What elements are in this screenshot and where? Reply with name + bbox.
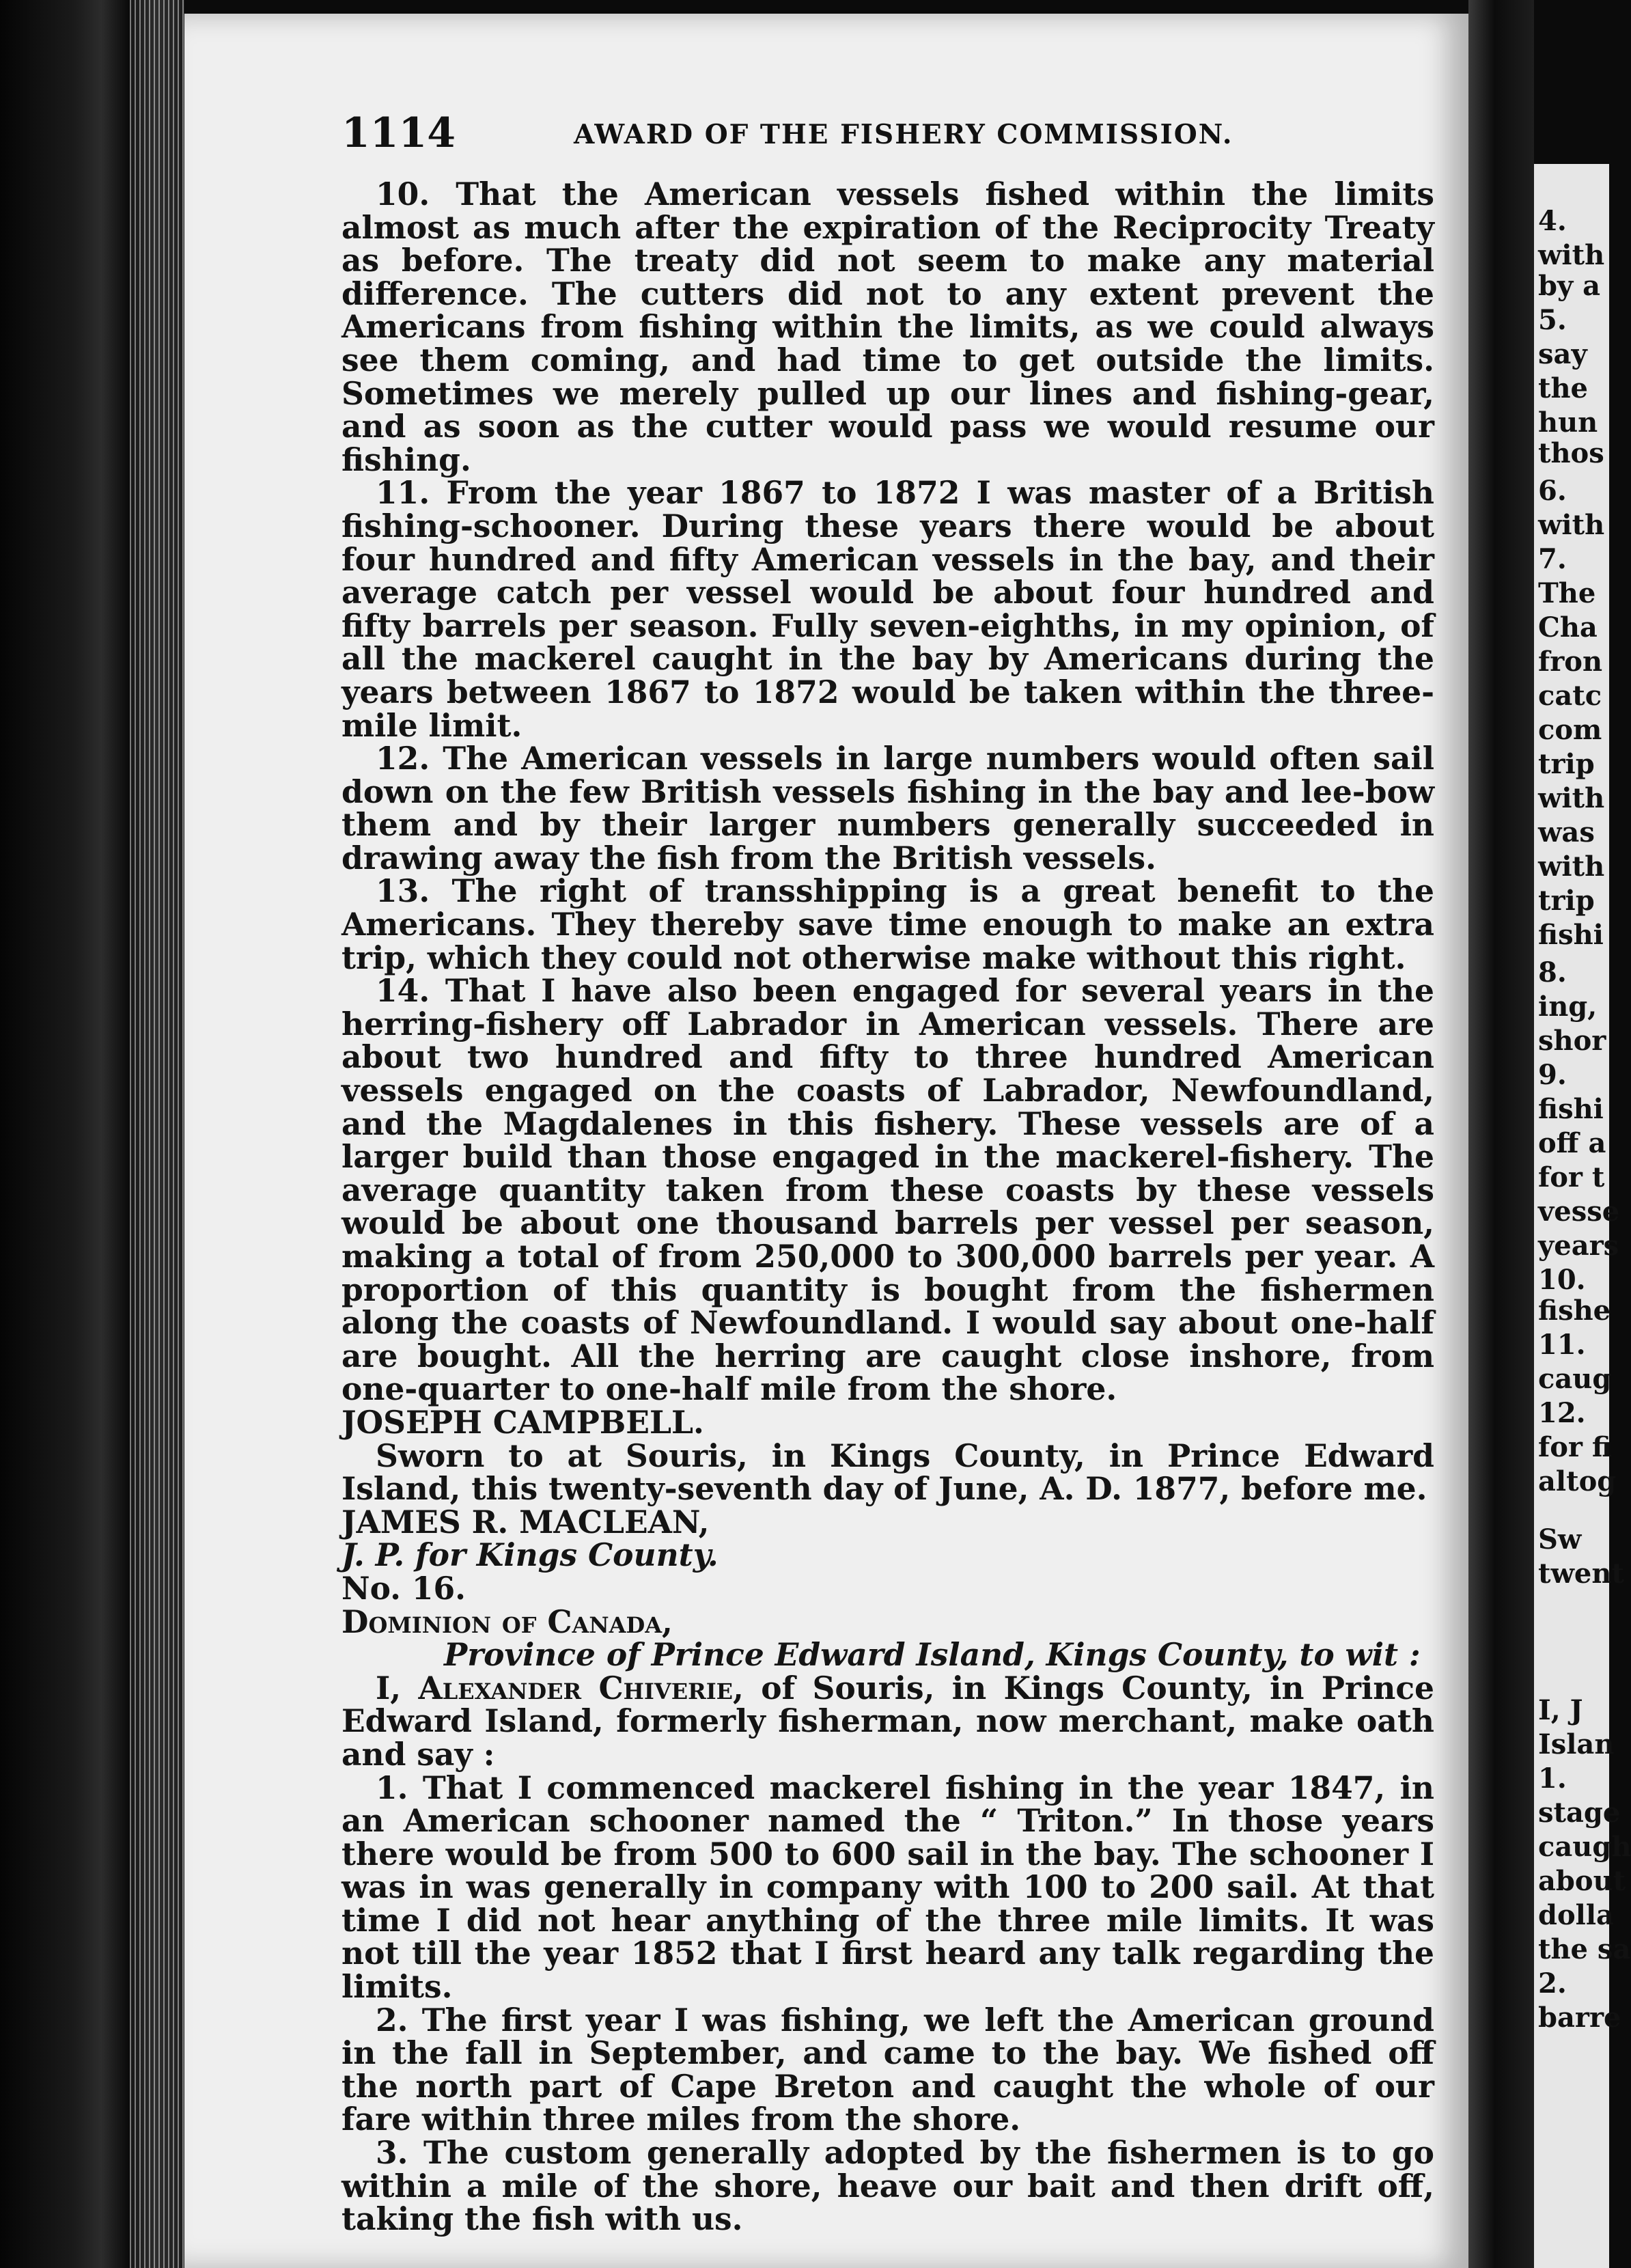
facing-page-fragment: 6. (1538, 475, 1567, 507)
facing-page-fragment: 5. (1538, 304, 1567, 336)
facing-page-fragment: twent (1538, 1558, 1624, 1590)
facing-page-fragment: fishi (1538, 1093, 1604, 1125)
facing-page-fragment: 11. (1538, 1329, 1586, 1361)
province-heading: Province of Prince Edward Island, Kings County, to wit : (444, 1636, 1421, 1674)
facing-page-fragment: Islan (1538, 1728, 1615, 1760)
facing-page-fragment: com (1538, 714, 1602, 746)
facing-page-fragment: 8. (1538, 956, 1567, 988)
facing-page-fragment: barre (1538, 2002, 1621, 2034)
affiant-statement (341, 1669, 1435, 1773)
facing-page-fragment: say (1538, 338, 1587, 370)
paragraph-2: 2. The first year I was fishing, we left the American ground in the fall in September, and came to the bay. We fished off the north part of Cape Breton and caught the whole of our fare within three miles from the shore. (341, 2001, 1434, 2138)
affiant-intro: I, (376, 1669, 402, 1706)
facing-page-fragment: fishe (1538, 1295, 1611, 1327)
facing-page-fragment: fishi (1538, 919, 1604, 951)
facing-page-fragment: about (1538, 1865, 1626, 1897)
justice-name: JAMES R. MACLEAN, (341, 1503, 710, 1540)
facing-page-fragment: years (1538, 1230, 1619, 1262)
facing-page-fragment: with (1538, 850, 1605, 883)
facing-page-fragment: Sw (1538, 1523, 1582, 1555)
paragraph-14: 14. That I have also been engaged for several years in the herring-fishery off Labrador in American vessels. There are about two hundred and fifty to three hundred American vessels engaged on the coasts of Labrador, Newfoundland, and the Magdalenes in this fishery. These vessels are of a larger build than those engaged in the mackerel-fishery. The average quantity taken from these coasts by these vessels would be about one thousand barrels per vessel per season, making a total of from 250,000 to 300,000 barrels per year. A proportion of this quantity is bought from the fishermen along the coasts of Newfoundland. I would say about one-half are bought. All the herring are caught close inshore, from one-quarter to one-half mile from the shore. (341, 972, 1434, 1408)
facing-page-fragment: for fi (1538, 1431, 1612, 1463)
facing-page-fragment: by a (1538, 270, 1601, 302)
facing-page-fragment: thos (1538, 437, 1604, 469)
facing-page-fragment: was (1538, 816, 1595, 848)
page-body (341, 178, 1434, 2236)
facing-page-fragment: The (1538, 577, 1596, 609)
facing-page-fragment: stage (1538, 1797, 1621, 1829)
facing-page-fragment: 1. (1538, 1762, 1567, 1795)
facing-page-fragment: 10. (1538, 1264, 1586, 1296)
facing-page-fragment: 12. (1538, 1397, 1586, 1429)
facing-page-fragment: with (1538, 782, 1605, 814)
affiant-name: Alexander Chiverie, (418, 1669, 744, 1706)
dominion-heading: Dominion of Canada, (341, 1603, 673, 1640)
facing-page-fragment: the sa (1538, 1933, 1631, 1965)
facing-page-fragment: altog (1538, 1465, 1617, 1497)
facing-page-fragment: shor (1538, 1025, 1606, 1057)
paragraph-11: 11. From the year 1867 to 1872 I was master of a British fishing-schooner. During these years there would be about four hundred and fifty American vessels in the bay, and their average catch per vessel would be about four hundred and fifty barrels per season. Fully seven-eighths, in my opinion, of all the mackerel caught in the bay by Americans during the years between 1867 to 1872 would be taken within the three-mile limit. (341, 474, 1434, 744)
facing-page-fragment: fron (1538, 646, 1603, 678)
paragraph-3: 3. The custom generally adopted by the fishermen is to go within a mile of the shore, heave our bait and then drift off, taking the fish with us. (341, 2134, 1434, 2238)
facing-page-fragment: 2. (1538, 1967, 1567, 2000)
sworn-statement: Sworn to at Souris, in Kings County, in Prince Edward Island, this twenty-seventh day of June, A. D. 1877, before me. (341, 1437, 1434, 1508)
facing-page-fragment: Cha (1538, 611, 1598, 644)
paragraph-12: 12. The American vessels in large numbers would often sail down on the few British vessels fishing in the bay and lee-bow them and by their larger numbers generally succeeded in drawing away the fish from the British vessels. (341, 740, 1434, 876)
facing-page-fragment: 7. (1538, 543, 1567, 575)
facing-page-fragment: I, J (1538, 1694, 1583, 1726)
facing-page-fragment: caugh (1538, 1831, 1631, 1863)
page-header (341, 109, 1257, 157)
paragraph-10: 10. That the American vessels fished within the limits almost as much after the expiration of the Reciprocity Treaty as before. The treaty did not seem to make any material difference. The cutters did not to any extent prevent the Americans from fishing within the limits, as we could always see them coming, and had time to get outside the limits. Sometimes we merely pulled up our lines and fishing-gear, and as soon as the cutter would pass we would resume our fishing. (341, 176, 1434, 478)
page-edges (130, 0, 184, 2268)
document-number: No. 16. (341, 1569, 466, 1607)
facing-page-fragment: caug (1538, 1363, 1612, 1395)
facing-page-fragment: trip (1538, 885, 1595, 917)
paragraph-13: 13. The right of transshipping is a great benefit to the Americans. They thereby save time enough to make an extra trip, which they could not otherwise make without this right. (341, 872, 1434, 976)
facing-page-fragment: 4. (1538, 205, 1567, 237)
justice-title: J. P. for Kings County. (341, 1536, 719, 1574)
paragraph-1: 1. That I commenced mackerel fishing in the year 1847, in an American schooner named the “ Triton.” In those years there would be from 500 to 600 sail in the bay. The schooner I was in was generally in company with 100 to 200 sail. At that time I did not hear anything of the three mile limits. It was not till the year 1852 that I first heard any talk regarding the limits. (341, 1769, 1434, 2006)
page-number: 1114 (341, 109, 456, 157)
facing-page-fragment: trip (1538, 748, 1595, 780)
facing-page-fragment: 9. (1538, 1059, 1567, 1091)
facing-page-fragment: dolla (1538, 1899, 1614, 1931)
facing-page-fragment: with (1538, 239, 1605, 271)
signature-joseph-campbell: JOSEPH CAMPBELL. (341, 1403, 704, 1441)
facing-page-fragment: for t (1538, 1161, 1605, 1193)
facing-page-fragment: ing, (1538, 991, 1598, 1023)
facing-page-fragment: vesse (1538, 1195, 1620, 1228)
facing-page-fragment: off a (1538, 1127, 1606, 1159)
facing-page-fragment: the (1538, 372, 1589, 404)
book-gutter (1468, 0, 1534, 2268)
facing-page-fragment: hun (1538, 406, 1598, 439)
facing-page-fragment: catc (1538, 680, 1602, 712)
running-title: AWARD OF THE FISHERY COMMISSION. (574, 119, 1233, 150)
facing-page-edge (1534, 164, 1631, 2268)
facing-page-fragment: with (1538, 509, 1605, 541)
affiant-details: of Souris, in Kings County, in Prince Edward Island, formerly fisherman, now merchant, make oath and say : (341, 1669, 1435, 1773)
